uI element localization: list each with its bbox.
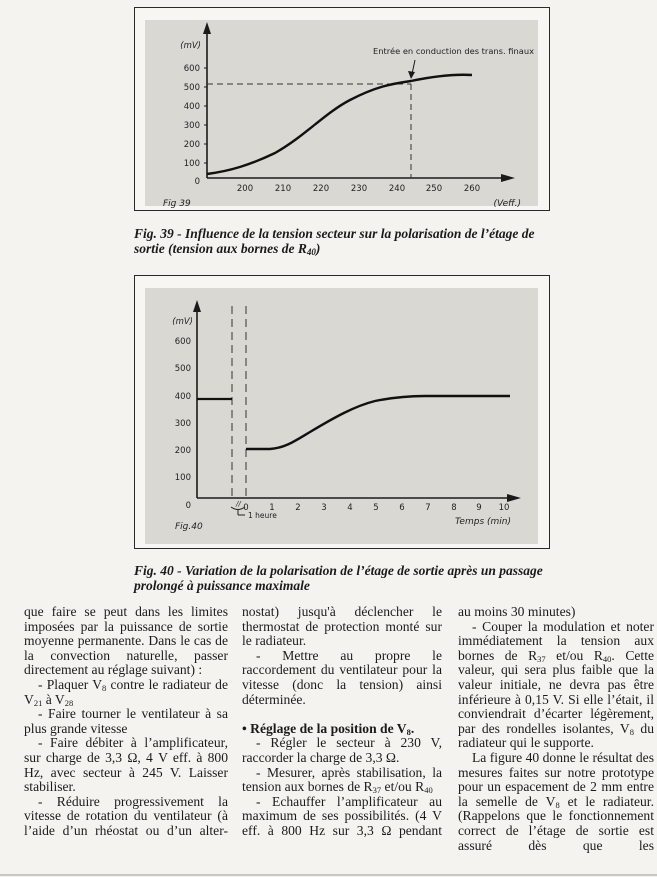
svg-text:230: 230 [350,184,368,194]
figure-39 [134,7,550,211]
paragraph: - Mesurer, après stabilisation, la tension aux bornes de $R_{37}$ et/ou $R_{40}$ [242,764,442,796]
text-column-3 [458,605,654,853]
paragraph: nostat) jusqu'à déclencher le thermostat de protection monté sur le radiateur. [242,604,442,649]
x-axis-unit: Temps (min) [455,517,511,527]
paragraph: au moins 30 minutes) [458,604,576,619]
svg-text:0: 0 [243,503,249,513]
svg-text:10: 10 [498,503,510,513]
figure-40-curve [246,396,510,449]
figure-40-caption: Fig. 40 - Variation de la polarisation de l’étage de sortie après un passage prolongé à puissance maximale [134,563,543,593]
break-duration-label: 1 heure [248,511,277,520]
x-axis-arrow-icon [501,174,515,182]
svg-text:250: 250 [425,184,443,194]
figure-39-caption: Fig. 39 - Influence de la tension secteur sur la polarisation de l’étage de sortie (tension aux bornes de $R_{40}$) [134,226,535,257]
figure-39-label: Fig 39 [163,199,191,209]
x-axis-unit: (Veff.) [493,199,521,209]
paragraph: - Plaquer $V_8$ contre le radiateur de $V_{21}$ à $V_{28}$ [24,676,228,708]
svg-text:220: 220 [312,184,330,194]
figure-39-chart [135,8,549,210]
svg-text:8: 8 [451,503,457,513]
text-column-2 [242,605,442,839]
svg-text:600: 600 [183,64,200,74]
svg-text:9: 9 [476,503,482,513]
svg-text:600: 600 [174,337,191,347]
y-axis-unit: (mV) [180,41,201,51]
svg-text:240: 240 [388,184,406,194]
paragraph: - Couper la modulation et noter immédiatement la tension aux bornes de $R_{37}$ et/ou $R_{40}$. Cette valeur, qui sera plus faible que la valeur initiale, ne devra pas être inférieure à 0,15 V. Si elle l’était, il conviendrait d’écarter légèrement, par des rondelles isolantes, $V_8$ du radiateur qui le supporte. [458,618,655,751]
svg-text:2: 2 [295,503,301,513]
svg-text:200: 200 [236,184,254,194]
y-axis-arrow-icon [193,300,201,312]
figure-40-chart [135,276,549,548]
paragraph: - Echauffer l’amplificateur au maximum de ses possibilités. (4 V eff. à 800 Hz sur 3,3 Ω pendant [242,793,442,838]
svg-text:1: 1 [269,503,275,513]
annotation-arrow-icon [408,71,415,79]
svg-text:500: 500 [174,364,191,374]
svg-text:500: 500 [183,83,200,93]
axis-break-mark: // [236,500,241,508]
y-axis-arrow-icon [203,22,211,34]
svg-text:0: 0 [194,177,200,187]
svg-text:100: 100 [183,159,200,169]
svg-text:300: 300 [183,121,200,131]
svg-text:400: 400 [183,102,200,112]
svg-text:200: 200 [174,446,191,456]
svg-text:4: 4 [347,503,353,513]
svg-text:6: 6 [399,503,405,513]
figure-40-label: Fig.40 [175,522,203,532]
paragraph: - Régler le secteur à 230 V, raccorder la charge de 3,3 Ω. [242,735,442,765]
section-heading: • Réglage de la position de $V_8$. [242,720,415,737]
svg-text:260: 260 [463,184,481,194]
paragraph: La figure 40 donne le résultat des mesures faites sur notre prototype pour un espacement de 2 mm entre la semelle de $V_8$ et le radiateur. (Rappelons que le fonctionnement correct de l’étage de sortie est assuré dès que les [458,749,654,853]
svg-text:100: 100 [174,473,191,483]
svg-text:400: 400 [174,392,191,402]
y-axis-unit: (mV) [172,317,193,327]
paragraph: - Mettre au propre le raccordement du ventilateur pour la vitesse (donc la tension) ainsi déterminée. [242,647,442,707]
paragraph: - Faire tourner le ventilateur à sa plus grande vitesse [24,706,228,736]
x-axis-arrow-icon [507,494,521,502]
figure-40 [134,275,550,549]
paragraph: - Réduire progressivement la vitesse de rotation du ventilateur (à l’aide d’un rhéostat ou d’un alter- [24,793,228,838]
figure-39-curve [207,75,472,174]
svg-text:3: 3 [321,503,327,513]
svg-text:5: 5 [373,503,379,513]
svg-text:7: 7 [425,503,431,513]
svg-text:210: 210 [274,184,292,194]
svg-text:0: 0 [185,501,191,511]
page-bottom-edge [0,874,657,876]
svg-text:200: 200 [183,140,200,150]
paragraph: que faire se peut dans les limites imposées par la puissance de sortie moyenne permanente. Dans le cas de la convection naturelle, passer directement au réglage suivant) : [24,604,228,678]
annotation-label: Entrée en conduction des trans. finaux [373,46,535,56]
svg-text:300: 300 [174,419,191,429]
text-column-1 [24,605,228,839]
paragraph: - Faire débiter à l’amplificateur, sur charge de 3,3 Ω, 4 V eff. à 800 Hz, avec secteur à 245 V. Laisser stabiliser. [24,735,228,795]
